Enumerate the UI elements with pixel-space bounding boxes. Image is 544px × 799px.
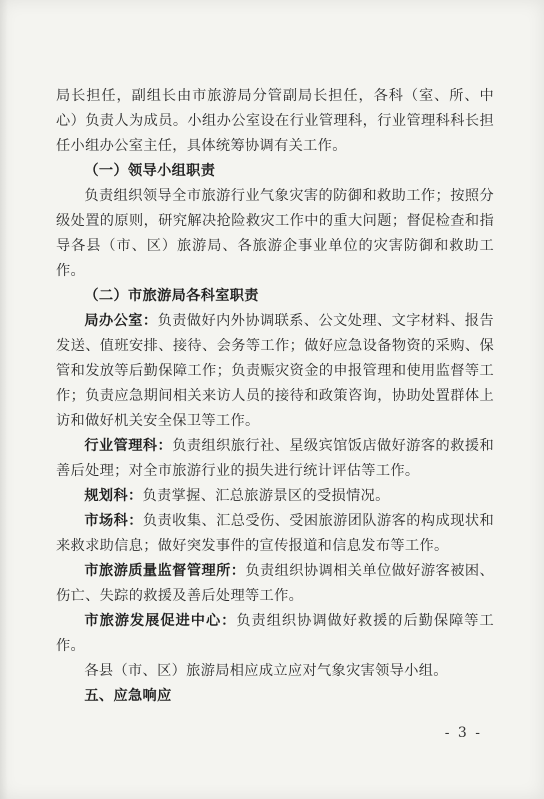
label-planning: 规划科：	[84, 488, 143, 504]
page-edge-shadow	[0, 0, 8, 799]
label-office: 局办公室：	[84, 313, 158, 329]
paragraph-group-members: 局长担任，副组长由市旅游局分管副局长担任，各科（室、所、中心）负责人为成员。小组办公室设在行业管理科，行业管理科科长担任小组办公室主任，具体统筹协调有关工作。	[56, 88, 494, 154]
paragraph-leading-group-duties: 负责组织领导全市旅游行业气象灾害的防御和救助工作；按照分级处置的原则，研究解决抢险救灾工作中的重大问题；督促检查和指导各县（市、区）旅游局、各旅游企事业单位的灾害防御和救助工作。	[56, 188, 494, 279]
text-planning: 负责掌握、汇总旅游景区的受损情况。	[142, 488, 390, 504]
paragraph-county-groups: 各县（市、区）旅游局相应成立应对气象灾害领导小组。	[84, 663, 448, 679]
heading-leading-group-duties: （一）领导小组职责	[84, 163, 216, 179]
page-number: - 3 -	[444, 725, 482, 741]
text-development-center: 负责组织协调做好救援的后勤保障等工作。	[56, 613, 494, 654]
text-office: 负责做好内外协调联系、公文处理、文字材料、报告发送、值班安排、接待、会务等工作；做好应急设备物资的采购、保管和发放等后勤保障工作；负责赈灾资金的申报管理和使用监督等工作；负责应急期间相关来访人员的接待和政策咨询，协助处置群体上访和做好机关安全保卫等工作。	[56, 313, 494, 429]
text-quality-supervision: 负责组织协调相关单位做好游客被困、伤亡、失踪的救援及善后处理等工作。	[56, 563, 494, 604]
heading-emergency-response: 五、应急响应	[84, 688, 172, 704]
paragraph-development-center	[56, 609, 494, 659]
paragraph-quality-supervision	[56, 559, 494, 609]
label-quality-supervision: 市旅游质量监督管理所：	[84, 563, 246, 579]
label-development-center: 市旅游发展促进中心：	[84, 613, 237, 629]
text-industry-management: 负责组织旅行社、星级宾馆饭店做好游客的救援和善后处理；对全市旅游行业的损失进行统计评估等工作。	[56, 438, 494, 479]
heading-department-duties: （二）市旅游局各科室职责	[84, 288, 259, 304]
paragraph-office-duties	[56, 309, 494, 434]
document-body	[56, 84, 494, 709]
text-marketing: 负责收集、汇总受伤、受困旅游团队游客的构成现状和来救求助信息；做好突发事件的宣传报道和信息发布等工作。	[56, 513, 494, 554]
paragraph-planning	[56, 484, 494, 509]
label-marketing: 市场科：	[84, 513, 143, 529]
label-industry-management: 行业管理科：	[84, 438, 173, 454]
paragraph-industry-management	[56, 434, 494, 484]
paragraph-marketing	[56, 509, 494, 559]
